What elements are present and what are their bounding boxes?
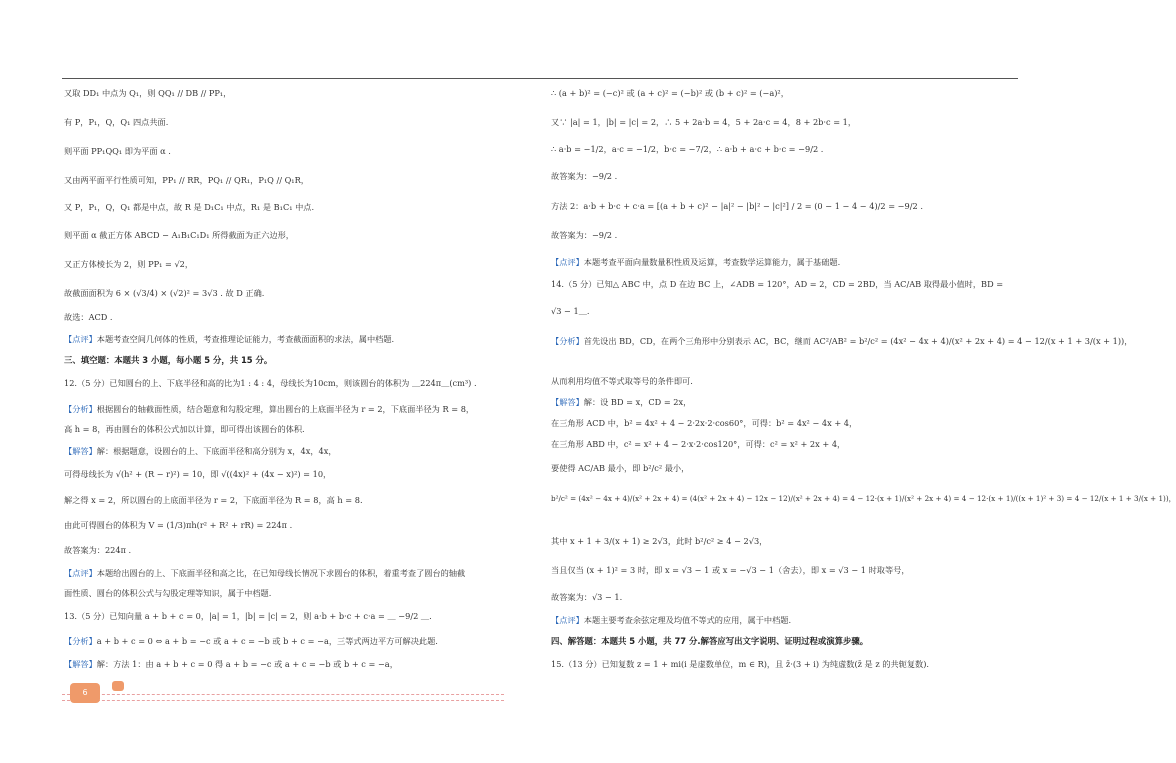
text-line: 从而利用均值不等式取等号的条件即可. (551, 376, 693, 386)
text-line: 在三角形 ACD 中，b² = 4x² + 4 − 2·2x·2·cos60°，可得：b² = 4x² − 4x + 4， (551, 418, 858, 428)
text-line: 当且仅当 (x + 1)² = 3 时，即 x = √3 − 1 或 x = −√3 − 1（舍去），即 x = √3 − 1 时取等号， (551, 565, 910, 575)
header-rule (62, 78, 1018, 79)
analysis-tag: 【分析】 (64, 404, 97, 414)
text-line: 故截面面积为 6 × (√3/4) × (√2)² = 3√3 . 故 D 正确. (64, 288, 265, 298)
text-line: ∴ a·b = −1/2，a·c = −1/2，b·c = −7/2，∴ a·b + a·c + b·c = −9/2 . (551, 144, 824, 154)
text-line: 其中 x + 1 + 3/(x + 1) ≥ 2√3，此时 b²/c² ≥ 4 − 2√3， (551, 536, 768, 546)
text-line: 故答案为：−9/2 . (551, 171, 618, 181)
text-line: 高 h = 8，再由圆台的体积公式加以计算，即可得出该圆台的体积. (64, 424, 305, 434)
comment-line: 【点评】本题主要考查余弦定理及均值不等式的应用，属于中档题. (551, 615, 792, 625)
question-line: 15.（13 分）已知复数 z = 1 + mi(i 是虚数单位，m ∈ R)，且 z̄·(3 + i) 为纯虚数(z̄ 是 z 的共轭复数). (551, 659, 930, 669)
analysis-tag: 【分析】 (551, 336, 584, 346)
analysis-tag: 【分析】 (64, 636, 97, 646)
analysis-line: 【分析】首先设出 BD，CD，在两个三角形中分别表示 AC，BC，继而 AC²/AB² = b²/c² = (4x² − 4x + 4)/(x² + 2x + 4) = 4 − 12/(x + 1 + 3/(x + 1))， (551, 336, 1133, 346)
question-line: 14.（5 分）已知△ ABC 中，点 D 在边 BC 上，∠ADB = 120°，AD = 2，CD = 2BD，当 AC/AB 取得最小值时，BD = (551, 279, 1004, 289)
answer-line: √3 − 1＿. (551, 306, 590, 316)
analysis-line: 【分析】a + b + c = 0 ⇔ a + b = −c 或 a + c = −b 或 b + c = −a，三等式两边平方可解决此题. (64, 636, 438, 646)
text-line: 又正方体棱长为 2，则 PP₁ = √2， (64, 259, 194, 269)
text-line: b²/c² = (4x² − 4x + 4)/(x² + 2x + 4) = (4(x² + 2x + 4) − 12x − 12)/(x² + 2x + 4) = 4 − 12·(x + 1)/(x² + 2x + 4) = 4 − 12·(x + 1)/((x + 1)² + 3) = 4 − 12/(x + 1 + 3/(x + 1))， (551, 494, 1176, 503)
page-number: 6 (70, 683, 100, 703)
text-line: 可得母线长为 √(h² + (R − r)²) = 10，即 √((4x)² + (4x − x)²) = 10， (64, 469, 332, 479)
text-line: 故选：ACD . (64, 312, 113, 322)
question-line: 12.（5 分）已知圆台的上、下底半径和高的比为1 : 4 : 4，母线长为10cm，则该圆台的体积为 ＿224π＿(cm³) . (64, 378, 477, 388)
footer-rule (62, 700, 504, 701)
text-line: 故答案为：224π . (64, 545, 132, 555)
text-line: 有 P，P₁，Q，Q₁ 四点共面. (64, 117, 169, 127)
text-line: 由此可得圆台的体积为 V = (1/3)πh(r² + R² + rR) = 224π . (64, 520, 293, 530)
solution-tag: 【解答】 (64, 659, 97, 669)
solution-tag: 【解答】 (64, 446, 97, 456)
comment-tag: 【点评】 (64, 568, 97, 578)
comment-tag: 【点评】 (551, 257, 584, 267)
page-tab-decoration (112, 681, 124, 691)
text-line: 又∵ |a| = 1，|b| = |c| = 2，∴ 5 + 2a·b = 4，5 + 2a·c = 4，8 + 2b·c = 1， (551, 117, 857, 127)
comment-tag: 【点评】 (551, 615, 584, 625)
text-line: 面性质、圆台的体积公式与勾股定理等知识，属于中档题. (64, 588, 272, 598)
text-line: 在三角形 ABD 中，c² = x² + 4 − 2·x·2·cos120°，可得：c² = x² + 2x + 4， (551, 439, 846, 449)
question-line: 13.（5 分）已知向量 a + b + c = 0，|a| = 1，|b| = |c| = 2，则 a·b + b·c + c·a = ＿ −9/2 ＿. (64, 611, 432, 621)
text-line: 又取 DD₁ 中点为 Q₁，则 QQ₁ // DB // PP₁， (64, 88, 232, 98)
text-line: 方法 2：a·b + b·c + c·a = [(a + b + c)² − |a|² − |b|² − |c|²] / 2 = (0 − 1 − 4 − 4)/2 = −9/2 . (551, 201, 923, 211)
text-line: 又 P，P₁，Q，Q₁ 都是中点，故 R 是 D₁C₁ 中点，R₁ 是 B₁C₁ 中点. (64, 202, 315, 212)
solution-line: 【解答】解：方法 1：由 a + b + c = 0 得 a + b = −c 或 a + c = −b 或 b + c = −a， (64, 659, 398, 669)
text-line: 故答案为：−9/2 . (551, 230, 618, 240)
comment-line: 【点评】本题考查平面向量数量积性质及运算，考查数学运算能力，属于基础题. (551, 257, 841, 267)
text-line: 又由两平面平行性质可知，PP₁ // RR，PQ₁ // QR₁，P₁Q // Q₁R， (64, 175, 309, 185)
comment-line: 【点评】本题考查空间几何体的性质，考查推理论证能力，考查截面面积的求法，属中档题. (64, 334, 395, 344)
text-line: 要使得 AC/AB 最小，即 b²/c² 最小， (551, 463, 690, 473)
comment-tag: 【点评】 (64, 334, 97, 344)
footer-rule (62, 694, 504, 695)
solution-tag: 【解答】 (551, 397, 584, 407)
solution-line: 【解答】解：根据题意，设圆台的上、下底面半径和高分别为 x，4x，4x， (64, 446, 337, 456)
comment-line: 【点评】本题给出圆台的上、下底面半径和高之比，在已知母线长情况下求圆台的体积，着重考查了圆台的轴截 (64, 568, 466, 578)
text-line: 故答案为：√3 − 1. (551, 592, 623, 602)
text-line: ∴ (a + b)² = (−c)² 或 (a + c)² = (−b)² 或 (b + c)² = (−a)²， (551, 88, 789, 98)
text-line: 则平面 PP₁QQ₁ 即为平面 α . (64, 146, 171, 156)
solution-line: 【解答】解：设 BD = x，CD = 2x， (551, 397, 692, 407)
analysis-line: 【分析】根据圆台的轴截面性质，结合题意和勾股定理，算出圆台的上底面半径为 r = 2，下底面半径为 R = 8， (64, 404, 475, 414)
text-line: 解之得 x = 2，所以圆台的上底面半径为 r = 2，下底面半径为 R = 8，高 h = 8. (64, 495, 363, 505)
section-heading: 三、填空题：本题共 3 小题，每小题 5 分，共 15 分。 (64, 355, 273, 365)
text-line: 则平面 α 截正方体 ABCD − A₁B₁C₁D₁ 所得截面为正六边形， (64, 230, 294, 240)
section-heading: 四、解答题：本题共 5 小题，共 77 分.解答应写出文字说明、证明过程或演算步骤。 (551, 636, 869, 646)
